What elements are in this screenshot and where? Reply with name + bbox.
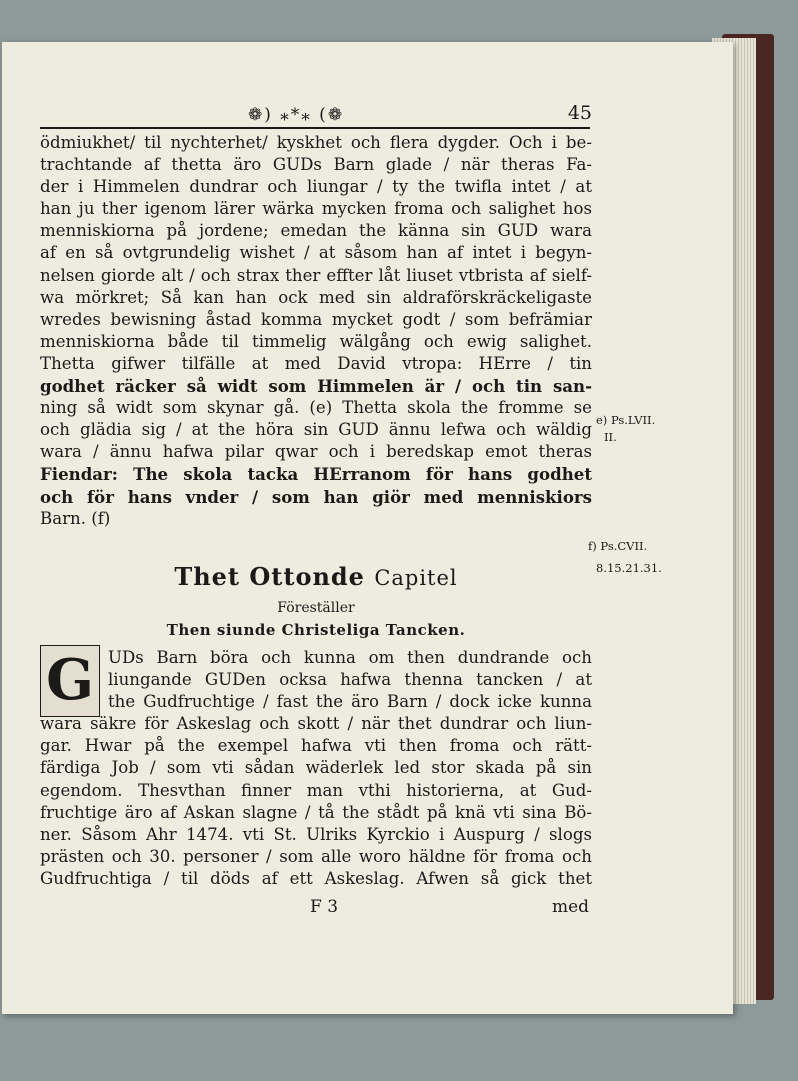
text-line: prästen och 30. personer / som alle woro häldne för froma och xyxy=(40,846,592,866)
text-line: och glädia sig / at the höra sin GUD ännu lefwa och wäldig xyxy=(40,420,592,440)
text-line: Barn. (f) xyxy=(40,508,111,528)
text-line: menniskiorna både til timmelig wälgång och ewig salighet. xyxy=(40,331,592,351)
text-line: ner. Såsom Ahr 1474. vti St. Ulriks Kyrckio i Auspurg / slogs xyxy=(40,824,592,844)
text-line: wa mörkret; Så kan han ock med sin aldraförskräckeligaste xyxy=(40,287,592,307)
signature-mark: F 3 xyxy=(310,897,339,917)
header-rule xyxy=(40,127,590,129)
text-line: menniskiorna på jordene; emedan the känna sin GUD wara xyxy=(40,221,592,241)
text-line: af en så ovtgrundelig wishet / at såsom han af intet i begyn- xyxy=(40,243,592,263)
text-line: Thetta gifwer tilfälle at med David vtropa: HErre / tin xyxy=(40,353,592,373)
text-line: egendom. Thesvthan finner man vthi historierna, at Gud- xyxy=(40,780,592,800)
margin-note-f: f) Ps.CVII. xyxy=(588,539,648,553)
text-line: the Gudfruchtige / fast the äro Barn / dock icke kunna xyxy=(108,692,592,712)
running-header xyxy=(240,102,592,127)
text-line: och för hans vnder / som han giör med menniskiors xyxy=(40,486,592,507)
text-line: trachtande af thetta äro GUDs Barn glade / när theras Fa- xyxy=(40,155,592,175)
text-line: han ju ther igenom lärer wärka mycken froma och salighet hos xyxy=(40,199,592,219)
chapter-capitel: Capitel xyxy=(374,566,458,590)
text-line: ning så widt som skynar gå. (e) Thetta skola the fromme se xyxy=(40,398,592,418)
text-line: UDs Barn böra och kunna om then dundrande och xyxy=(108,648,592,667)
chapter-heading xyxy=(40,562,592,591)
margin-note-e-cont: II. xyxy=(604,430,617,444)
margin-note-e: e) Ps.LVII. xyxy=(596,413,656,427)
margin-note-f-cont: 8.15.21.31. xyxy=(596,561,662,575)
text-line: gar. Hwar på the exempel hafwa vti then froma och rätt- xyxy=(40,736,592,756)
text-line: wara / ännu hafwa pilar qwar och i beredskap emot theras xyxy=(40,442,592,462)
header-ornament: ❁) ⁎*⁎ (❁ xyxy=(248,105,345,125)
chapter-title: Thet Ottonde xyxy=(174,562,365,591)
text-line: Gudfruchtiga / til döds af ett Askeslag. Afwen så gick thet xyxy=(40,868,592,888)
chapter-subject: Then siunde Christeliga Tancken. xyxy=(166,621,466,639)
text-line: godhet räcker så widt som Himmelen är / och tin san- xyxy=(40,376,592,397)
text-line: fruchtige äro af Askan slagne / tå the stådt på knä vti sina Bö- xyxy=(40,802,592,822)
paragraph-2 xyxy=(40,647,592,890)
text-line: nelsen giorde alt / och strax ther effter låt liuset vtbrista af sielf- xyxy=(40,265,592,285)
text-line: Fiendar: The skola tacka HErranom för hans godhet xyxy=(40,464,592,485)
chapter-subtitle: Föreställer xyxy=(277,600,355,616)
text-line: der i Himmelen dundrar och liungar / ty the twifla intet / at xyxy=(40,177,592,197)
text-line: liungande GUDen ocksa hafwa thenna tancken / at xyxy=(108,670,592,690)
text-line: färdiga Job / som vti sådan wäderlek led stor skada på sin xyxy=(40,758,592,778)
text-line: wredes bewisning åstad komma mycket godt / som befrämiar xyxy=(40,309,592,329)
text-line: ödmiukhet/ til nychterhet/ kyskhet och flera dygder. Och i be- xyxy=(40,133,592,152)
drop-cap: G xyxy=(40,645,100,717)
catchword: med xyxy=(552,897,590,917)
text-line: wara säkre för Askeslag och skott / när thet dundrar och liun- xyxy=(40,714,592,734)
page-number: 45 xyxy=(567,102,592,124)
paragraph-1 xyxy=(40,132,592,530)
